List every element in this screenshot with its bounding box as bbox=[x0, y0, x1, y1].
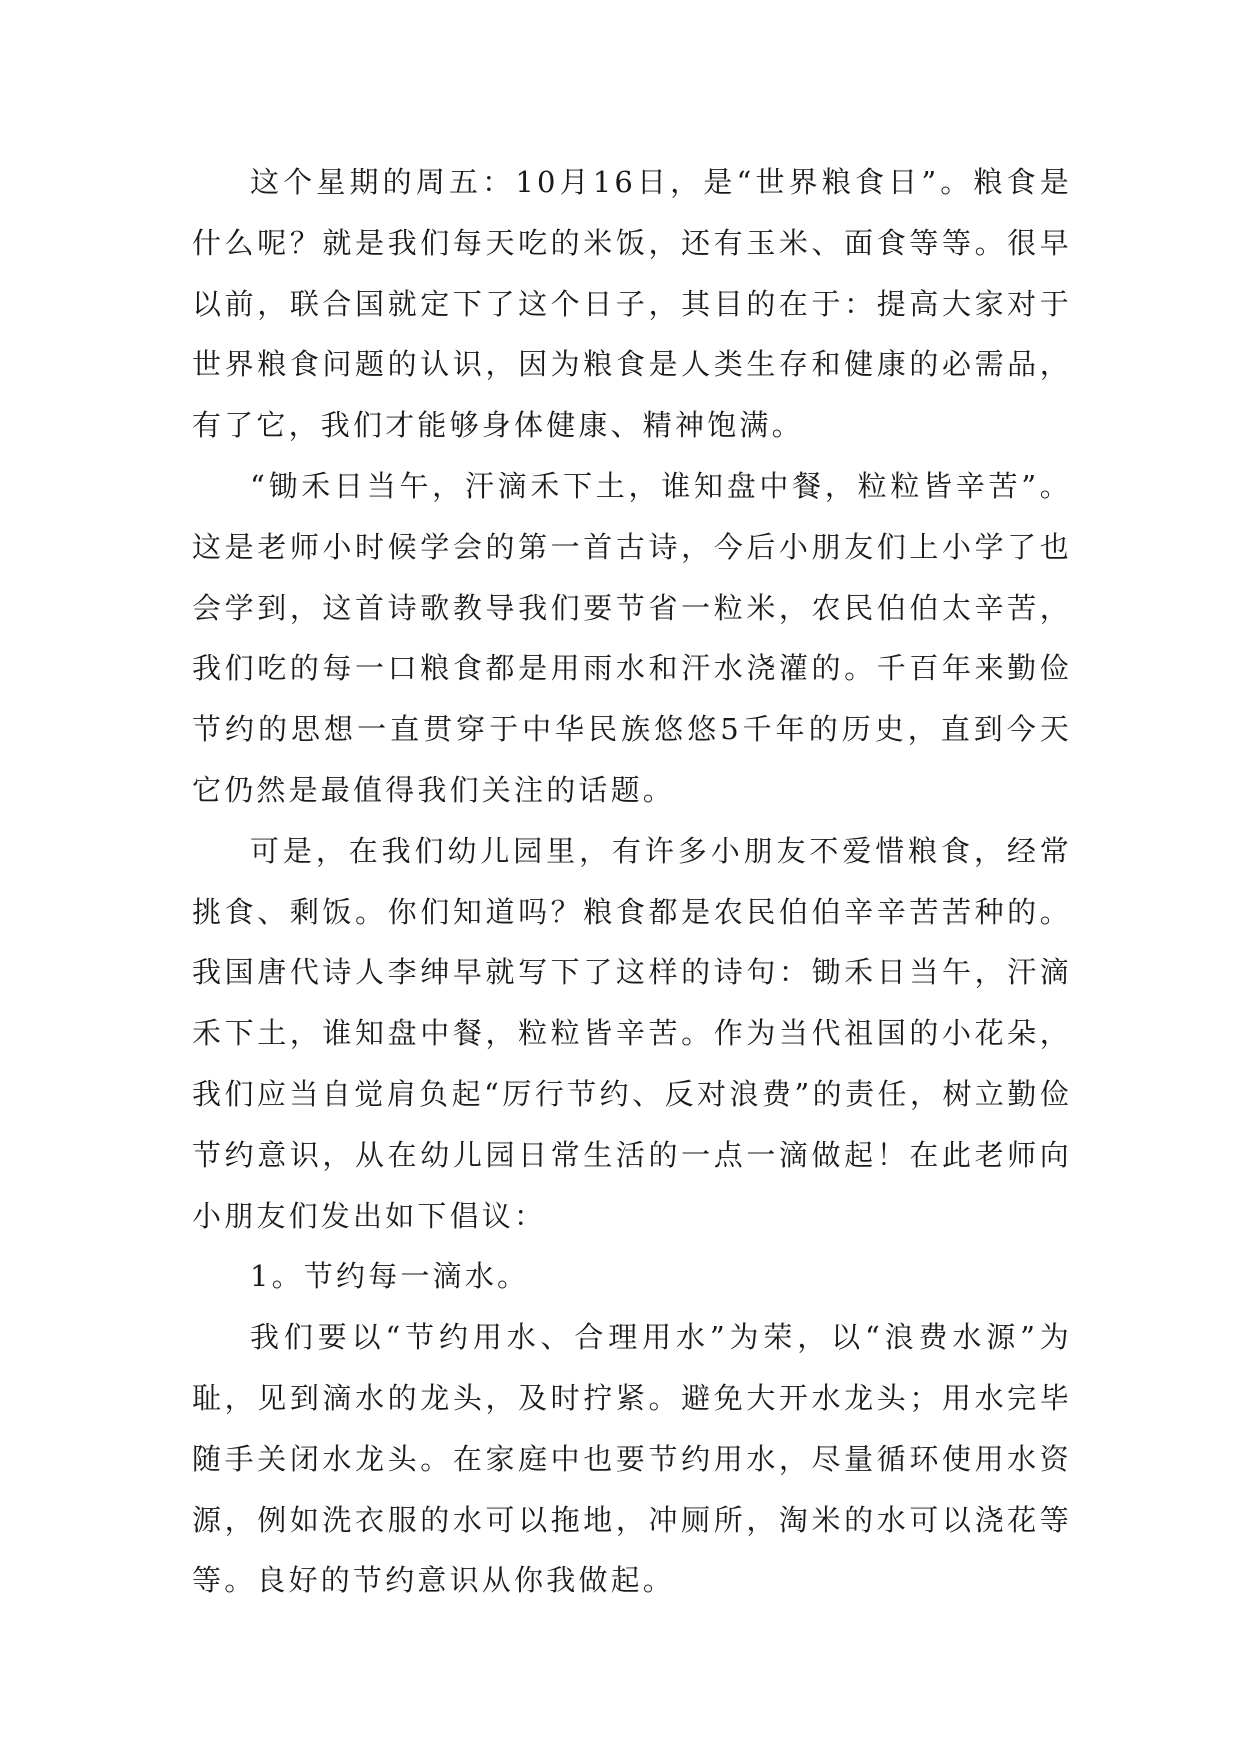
list-item-save-water: 1。节约每一滴水。 bbox=[250, 1259, 530, 1294]
paragraph-kindergarten-waste: 可是，在我们幼儿园里，有许多小朋友不爱惜粮食，经常挑食、剩饭。你们知道吗？粮食都是农民伯伯辛辛苦苦种的。我国唐代诗人李绅早就写下了这样的诗句：锄禾日当午，汗滴禾下土，谁知盘中餐，粒粒皆辛苦。作为当代祖国的小花朵，我们应当自觉肩负起“厉行节约、反对浪费”的责任，树立勤俭节约意识，从在幼儿园日常生活的一点一滴做起！在此老师向小朋友们发出如下倡议： bbox=[192, 833, 1072, 1233]
paragraph-water-saving: 我们要以“节约用水、合理用水”为荣，以“浪费水源”为耻，见到滴水的龙头，及时拧紧。避免大开水龙头；用水完毕随手关闭水龙头。在家庭中也要节约用水，尽量循环使用水资源，例如洗衣服的水可以拖地，冲厕所，淘米的水可以浇花等等。良好的节约意识从你我做起。 bbox=[192, 1320, 1072, 1598]
paragraph-ancient-poem: “锄禾日当午，汗滴禾下土，谁知盘中餐，粒粒皆辛苦”。这是老师小时候学会的第一首古诗，今后小朋友们上小学了也会学到，这首诗歌教导我们要节省一粒米，农民伯伯太辛苦，我们吃的每一口粮食都是用雨水和汗水浇灌的。千百年来勤俭节约的思想一直贯穿于中华民族悠悠5千年的历史，直到今天它仍然是最值得我们关注的话题。 bbox=[192, 468, 1072, 807]
paragraph-world-food-day: 这个星期的周五：10月16日，是“世界粮食日”。粮食是什么呢？就是我们每天吃的米饭，还有玉米、面食等等。很早以前，联合国就定下了这个日子，其目的在于：提高大家对于世界粮食问题的认识，因为粮食是人类生存和健康的必需品，有了它，我们才能够身体健康、精神饱满。 bbox=[192, 165, 1072, 443]
document-body bbox=[192, 152, 1072, 1611]
